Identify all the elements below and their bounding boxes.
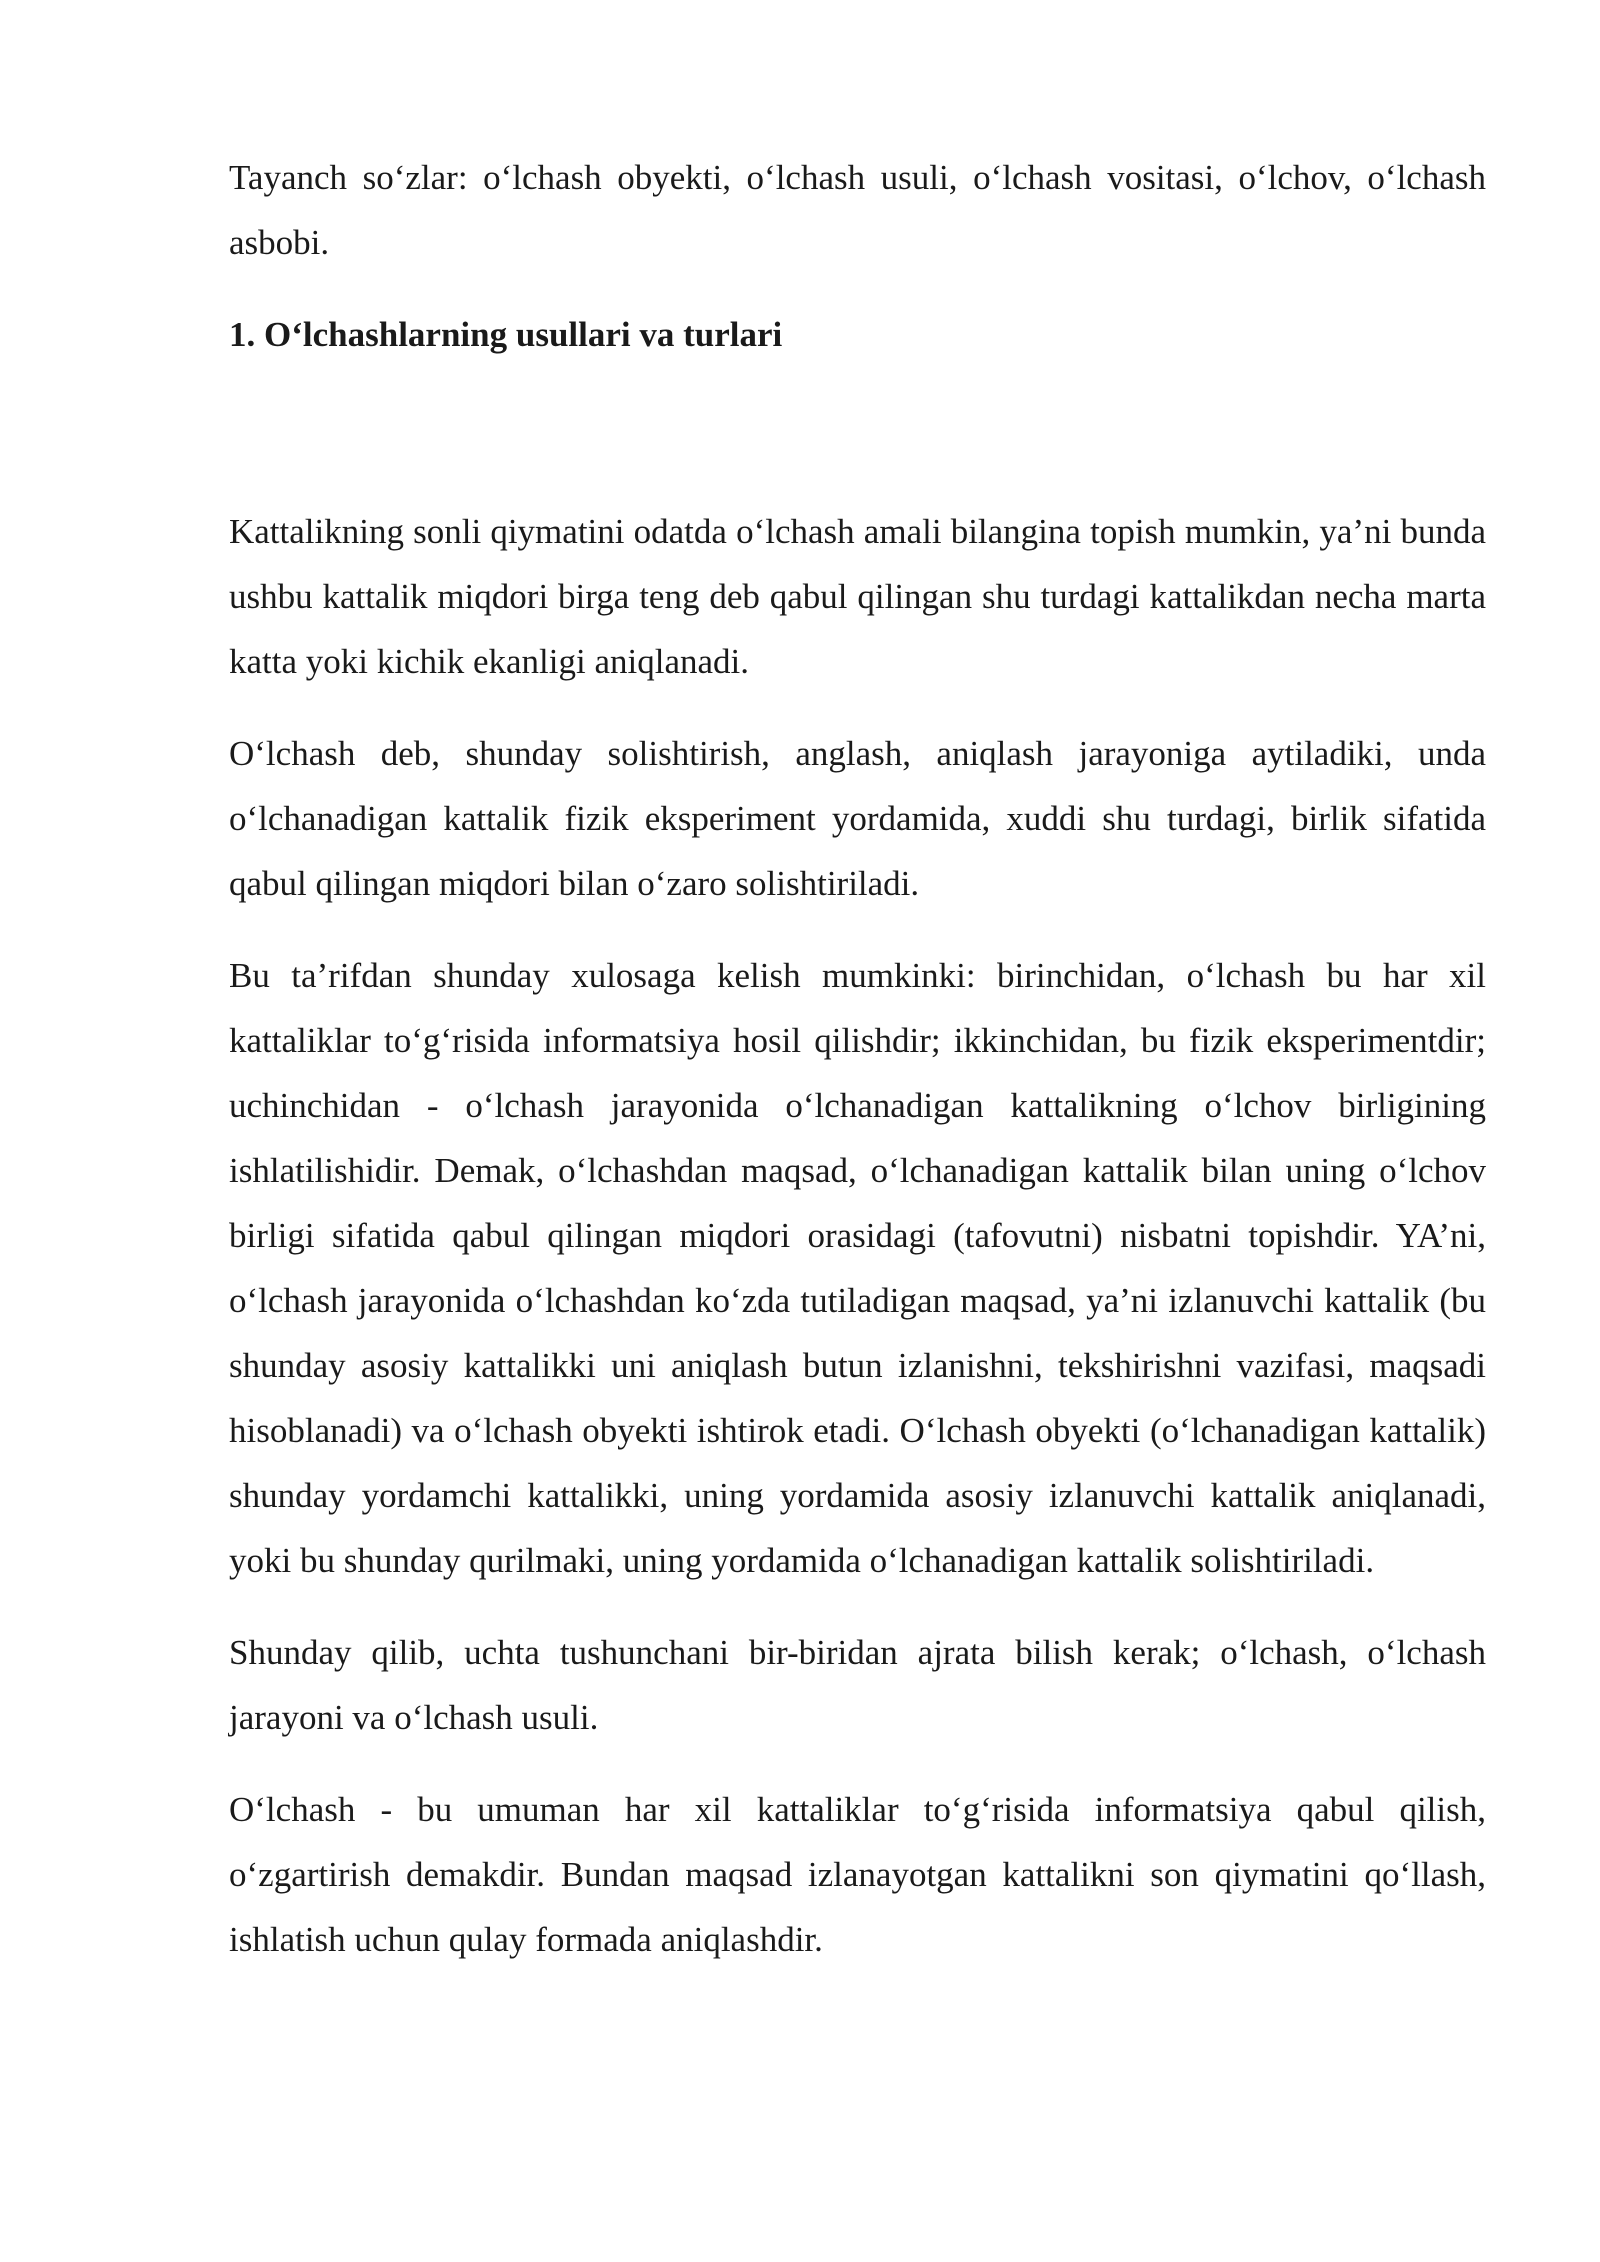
paragraph: Shunday qilib, uchta tushunchani bir-biridan ajrata bilish kerak; o‘lchash, o‘lchash jarayoni va o‘lchash usuli.	[229, 1633, 1486, 1737]
document-body	[229, 145, 1486, 1999]
section-heading: 1. O‘lchashlarning usullari va turlari	[229, 315, 783, 354]
paragraph: O‘lchash deb, shunday solishtirish, anglash, aniqlash jarayoniga aytiladiki, unda o‘lchanadigan kattalik fizik eksperiment yordamida, xuddi shu turdagi, birlik sifatida qabul qilingan miqdori bilan o‘zaro solishtiriladi.	[229, 734, 1486, 903]
paragraph: O‘lchash - bu umuman har xil kattaliklar to‘g‘risida informatsiya qabul qilish, o‘zgartirish demakdir. Bundan maqsad izlanayotgan kattalikni son qiymatini qo‘llash, ishlatish uchun qulay formada aniqlashdir.	[229, 1790, 1486, 1959]
paragraph: Bu ta’rifdan shunday xulosaga kelish mumkinki: birinchidan, o‘lchash bu har xil kattaliklar to‘g‘risida informatsiya hosil qilishdir; ikkinchidan, bu fizik eksperimentdir; uchinchidan - o‘lchash jarayonida o‘lchanadigan kattalikning o‘lchov birligining ishlatilishidir. Demak, o‘lchashdan maqsad, o‘lchanadigan kattalik bilan uning o‘lchov birligi sifatida qabul qilingan miqdori orasidagi (tafovutni) nisbatni topishdir. YA’ni, o‘lchash jarayonida o‘lchashdan ko‘zda tutiladigan maqsad, ya’ni izlanuvchi kattalik (bu shunday asosiy kattalikki uni aniqlash butun izlanishni, tekshirishni vazifasi, maqsadi hisoblanadi) va o‘lchash obyekti ishtirok etadi. O‘lchash obyekti (o‘lchanadigan kattalik) shunday yordamchi kattalikki, uning yordamida asosiy izlanuvchi kattalik aniqlanadi, yoki bu shunday qurilmaki, uning yordamida o‘lchanadigan kattalik solishtiriladi.	[229, 956, 1486, 1580]
keywords-line: Tayanch so‘zlar: o‘lchash obyekti, o‘lchash usuli, o‘lchash vositasi, o‘lchov, o‘lchash asbobi.	[229, 158, 1486, 262]
paragraph: Kattalikning sonli qiymatini odatda o‘lchash amali bilangina topish mumkin, ya’ni bunda ushbu kattalik miqdori birga teng deb qabul qilingan shu turdagi kattalikdan necha marta katta yoki kichik ekanligi aniqlanadi.	[229, 512, 1486, 681]
